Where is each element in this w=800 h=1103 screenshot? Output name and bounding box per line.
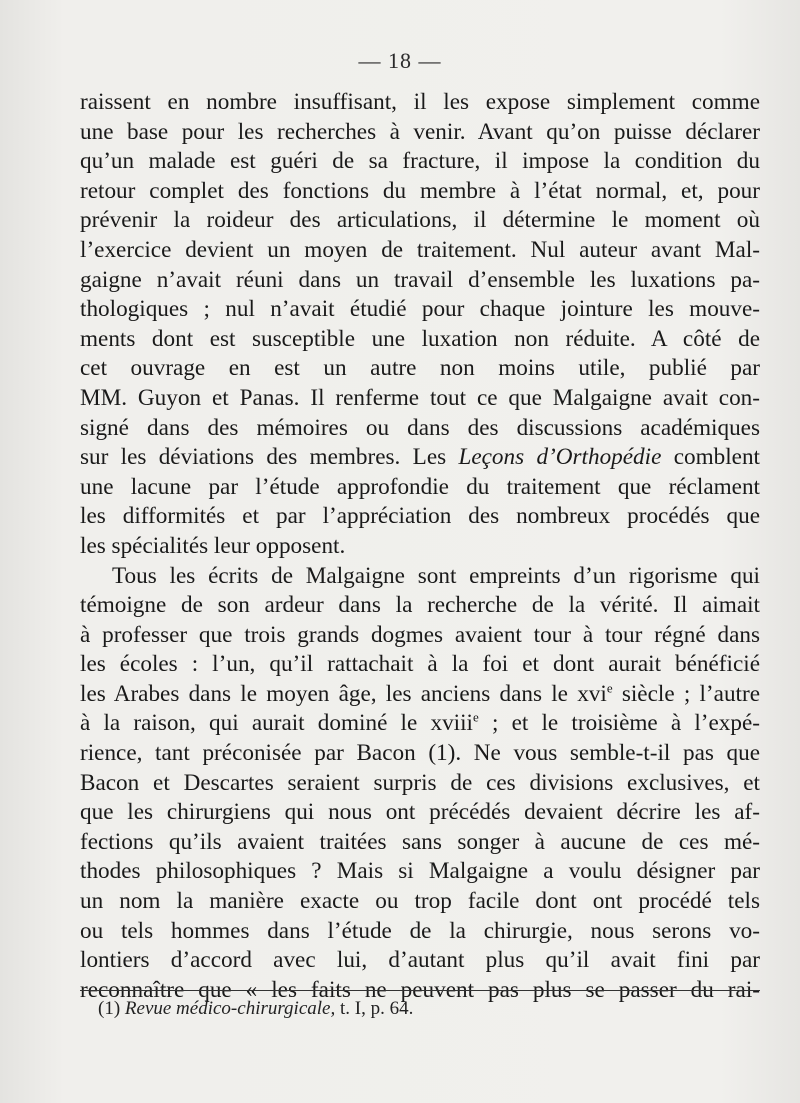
- text-line: [80, 680, 760, 710]
- text-line: lontiers d’accord avec lui, d’autant plus qu’il avait fini par: [80, 947, 760, 974]
- century-suffix: e: [472, 709, 479, 725]
- text-line: une base pour les recherches à venir. Avant qu’on puisse déclarer: [80, 118, 760, 145]
- text-line: reconnaître que « les faits ne peuvent pas plus se passer du rai-: [80, 976, 760, 1003]
- text-line: retour complet des fonctions du membre à l’état normal, et, pour: [80, 177, 760, 204]
- text-line: témoigne de son ardeur dans la recherche de la vérité. Il aimait: [80, 592, 760, 619]
- text-line: signé dans des mémoires ou dans des discussions académiques: [80, 414, 760, 441]
- text-line: thologiques ; nul n’avait étudié pour chaque jointure les mouve-: [80, 296, 760, 323]
- century-suffix: e: [606, 680, 613, 696]
- text-segment: ; et le troisième à l’expé-: [491, 710, 761, 737]
- text-line: raissent en nombre insuffisant, il les expose simplement comme: [80, 89, 760, 115]
- text-line: [80, 709, 760, 739]
- text-segment: sur les déviations des membres. Les: [80, 444, 447, 471]
- text-segment: à la raison, qui aurait dominé le: [80, 710, 418, 737]
- text-line: Tous les écrits de Malgaigne sont empreints d’un rigorisme qui: [112, 562, 760, 589]
- century-numeral: xviii: [430, 710, 473, 737]
- text-segment: siècle ; l’autre: [621, 680, 760, 707]
- text-line: une lacune par l’étude approfondie du traitement que réclament: [80, 473, 760, 500]
- footnote: [98, 998, 413, 1020]
- text-line: cet ouvrage en est un autre non moins utile, publié par: [80, 355, 760, 382]
- text-line: qu’un malade est guéri de sa fracture, il impose la condition du: [80, 148, 760, 175]
- footnote-reference: t. I, p. 64.: [339, 998, 414, 1019]
- text-line: gaigne n’avait réuni dans un travail d’ensemble les luxations pa-: [80, 266, 760, 293]
- text-line: [80, 443, 760, 473]
- century-numeral: xvi: [577, 680, 607, 707]
- footnote-journal: Revue médico-chirurgicale,: [124, 998, 336, 1019]
- text-line: rience, tant préconisée par Bacon (1). Ne vous semble-t-il pas que: [80, 740, 760, 767]
- text-line: ou tels hommes dans l’étude de la chirurgie, nous serons vo-: [80, 917, 760, 944]
- text-line: les spécialités leur opposent.: [80, 532, 346, 559]
- page-number: — 18 —: [358, 48, 442, 73]
- footnote-divider: [80, 990, 760, 991]
- text-line: les écoles : l’un, qu’il rattachait à la foi et dont aurait bénéficié: [80, 651, 760, 678]
- footnote-marker: (1): [98, 998, 121, 1019]
- text-line: à professer que trois grands dogmes avaient tour à tour régné dans: [80, 621, 760, 648]
- body-text: [80, 88, 760, 1005]
- text-line: Bacon et Descartes seraient surpris de ces divisions exclusives, et: [80, 769, 760, 796]
- text-segment: les Arabes dans le moyen âge, les anciens dans le: [80, 680, 568, 707]
- text-line: l’exercice devient un moyen de traitement. Nul auteur avant Mal-: [80, 236, 760, 263]
- text-segment: comblent: [673, 444, 760, 471]
- text-line: prévenir la roideur des articulations, il détermine le moment où: [80, 207, 760, 234]
- book-title: Leçons d’Orthopédie: [458, 444, 662, 471]
- text-line: les difformités et par l’appréciation des nombreux procédés que: [80, 503, 760, 530]
- text-line: MM. Guyon et Panas. Il renferme tout ce que Malgaigne avait con-: [80, 384, 760, 411]
- text-line: que les chirurgiens qui nous ont précédés devaient décrire les af-: [80, 799, 760, 826]
- text-line: un nom la manière exacte ou trop facile dont ont procédé tels: [80, 888, 760, 915]
- text-line: fections qu’ils avaient traitées sans songer à aucune de ces mé-: [80, 828, 760, 855]
- text-line: ments dont est susceptible une luxation non réduite. A côté de: [80, 325, 760, 352]
- text-line: thodes philosophiques ? Mais si Malgaigne a voulu désigner par: [80, 858, 760, 885]
